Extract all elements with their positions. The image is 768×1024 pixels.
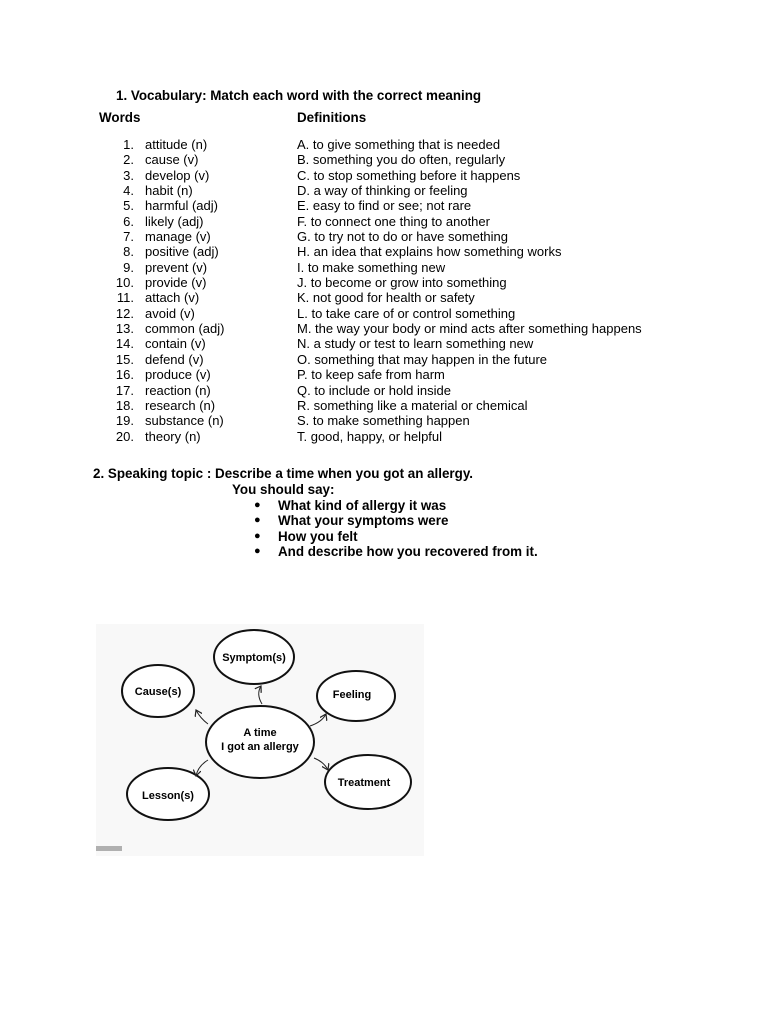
vocabulary-word: theory (n) (145, 428, 201, 444)
vocabulary-row (0, 214, 768, 229)
vocabulary-row (0, 367, 768, 382)
vocabulary-row (0, 306, 768, 321)
row-number: 10. (115, 275, 134, 291)
vocabulary-definition: K. not good for health or safety (297, 290, 475, 306)
arrow-to-symptoms (259, 686, 262, 704)
arrow-to-lessons (196, 760, 208, 776)
row-number: 19. (115, 413, 134, 429)
bullet-text: How you felt (278, 528, 358, 544)
bullet-item (254, 544, 538, 559)
vocabulary-word: produce (v) (145, 367, 211, 383)
vocabulary-definition: L. to take care of or control something (297, 305, 516, 321)
vocabulary-definition: C. to stop something before it happens (297, 167, 521, 183)
arrow-to-treatment (314, 758, 328, 770)
mind-map-svg (96, 624, 424, 856)
row-number: 14. (115, 336, 134, 352)
row-number: 8. (123, 244, 134, 260)
vocabulary-row (0, 229, 768, 244)
bullet-dot-icon: ● (254, 499, 261, 511)
vocabulary-definition: O. something that may happen in the future (297, 351, 548, 367)
feeling-label: Feeling (332, 689, 372, 701)
vocabulary-word: provide (v) (145, 275, 207, 291)
treatment-label: Treatment (337, 777, 391, 789)
bullet-dot-icon: ● (254, 529, 261, 542)
vocabulary-definition: Q. to include or hold inside (297, 382, 451, 398)
bullet-item (254, 498, 538, 513)
vocabulary-row (0, 244, 768, 259)
row-number: 11. (116, 290, 134, 306)
bullet-item (254, 513, 538, 528)
vocabulary-word: harmful (adj) (145, 198, 218, 214)
arrow-to-feeling (310, 714, 326, 726)
image-watermark-chip (96, 846, 122, 851)
bullet-item (254, 529, 538, 544)
vocabulary-row (0, 413, 768, 428)
vocabulary-row (0, 383, 768, 398)
vocabulary-definition: P. to keep safe from harm (297, 367, 445, 383)
row-number: 3. (123, 167, 134, 183)
vocabulary-row (0, 275, 768, 290)
vocabulary-row (0, 168, 768, 183)
mind-map-diagram (96, 624, 424, 856)
vocabulary-definition: H. an idea that explains how something works (297, 244, 562, 260)
speaking-bullet-list (254, 498, 538, 559)
vocabulary-word: defend (v) (145, 351, 204, 367)
bullet-text: What your symptoms were (278, 513, 449, 529)
speaking-topic-subtitle: You should say: (232, 482, 335, 497)
vocabulary-word: cause (v) (145, 152, 199, 168)
row-number: 20. (115, 428, 134, 444)
vocabulary-row (0, 398, 768, 413)
words-column-header: Words (99, 110, 141, 125)
row-number: 17. (115, 382, 134, 398)
row-number: 1. (123, 137, 134, 152)
row-number: 15. (115, 351, 134, 367)
vocabulary-section-title: 1. Vocabulary: Match each word with the correct meaning (116, 88, 482, 103)
vocabulary-definition: D. a way of thinking or feeling (297, 183, 468, 199)
center-node-line1: A time (243, 727, 277, 739)
vocabulary-word: avoid (v) (145, 305, 195, 321)
bullet-dot-icon: ● (254, 544, 261, 557)
vocabulary-row (0, 152, 768, 167)
bullet-dot-icon: ● (254, 514, 261, 527)
row-number: 9. (123, 259, 134, 275)
vocabulary-definition: T. good, happy, or helpful (297, 428, 443, 444)
vocabulary-row (0, 260, 768, 275)
vocabulary-row (0, 352, 768, 367)
vocabulary-word: prevent (v) (145, 259, 208, 275)
vocabulary-row (0, 429, 768, 444)
center-node-line2: I got an allergy (221, 741, 299, 753)
vocabulary-definition: R. something like a material or chemical (297, 397, 528, 413)
vocabulary-definition: J. to become or grow into something (297, 275, 507, 291)
vocabulary-word: reaction (n) (145, 382, 211, 398)
lessons-node (127, 768, 209, 820)
row-number: 6. (123, 213, 134, 229)
row-number: 13. (115, 321, 134, 337)
bullet-text: What kind of allergy it was (278, 498, 447, 513)
speaking-topic-title: 2. Speaking topic : Describe a time when you got an allergy. (93, 466, 473, 481)
vocabulary-definition: M. the way your body or mind acts after something happens (297, 321, 642, 337)
vocabulary-row (0, 183, 768, 198)
vocabulary-definition: N. a study or test to learn something new (297, 336, 534, 352)
row-number: 18. (115, 397, 134, 413)
vocabulary-definition: B. something you do often, regularly (297, 152, 506, 168)
row-number: 16. (115, 367, 134, 383)
row-number: 5. (123, 198, 134, 214)
row-number: 4. (123, 183, 134, 199)
vocabulary-definition: F. to connect one thing to another (297, 213, 490, 229)
vocabulary-row (0, 137, 768, 152)
vocabulary-word: develop (v) (145, 167, 210, 183)
vocabulary-row (0, 290, 768, 305)
vocabulary-word: common (adj) (145, 321, 225, 337)
treatment-node (325, 755, 411, 809)
vocabulary-word: substance (n) (145, 413, 224, 429)
vocabulary-definition: G. to try not to do or have something (297, 229, 509, 245)
row-number: 2. (123, 152, 134, 168)
definitions-column-header: Definitions (297, 110, 367, 125)
vocabulary-word: research (n) (145, 397, 216, 413)
vocabulary-row (0, 336, 768, 351)
causes-node (122, 665, 194, 717)
vocabulary-definition: A. to give something that is needed (297, 137, 501, 152)
bullet-text: And describe how you recovered from it. (278, 543, 538, 559)
vocabulary-row (0, 198, 768, 213)
vocabulary-definition: E. easy to find or see; not rare (297, 198, 472, 214)
vocabulary-word: manage (v) (145, 229, 211, 245)
vocabulary-definition: S. to make something happen (297, 413, 470, 429)
vocabulary-row (0, 321, 768, 336)
vocabulary-word: attach (v) (145, 290, 200, 306)
symptoms-node (214, 630, 294, 684)
row-number: 7. (123, 229, 134, 245)
vocabulary-list (0, 137, 768, 444)
vocabulary-word: habit (n) (145, 183, 193, 199)
row-number: 12. (115, 305, 134, 321)
vocabulary-word: contain (v) (145, 336, 206, 352)
vocabulary-definition: I. to make something new (297, 259, 446, 275)
feeling-node (317, 671, 395, 721)
vocabulary-word: attitude (n) (145, 137, 208, 152)
causes-label: Cause(s) (134, 686, 182, 698)
lessons-label: Lesson(s) (142, 790, 194, 802)
vocabulary-word: positive (adj) (145, 244, 219, 260)
arrow-to-causes (196, 710, 208, 724)
vocabulary-word: likely (adj) (145, 213, 204, 229)
center-node (206, 706, 314, 778)
symptoms-label: Symptom(s) (222, 652, 286, 664)
